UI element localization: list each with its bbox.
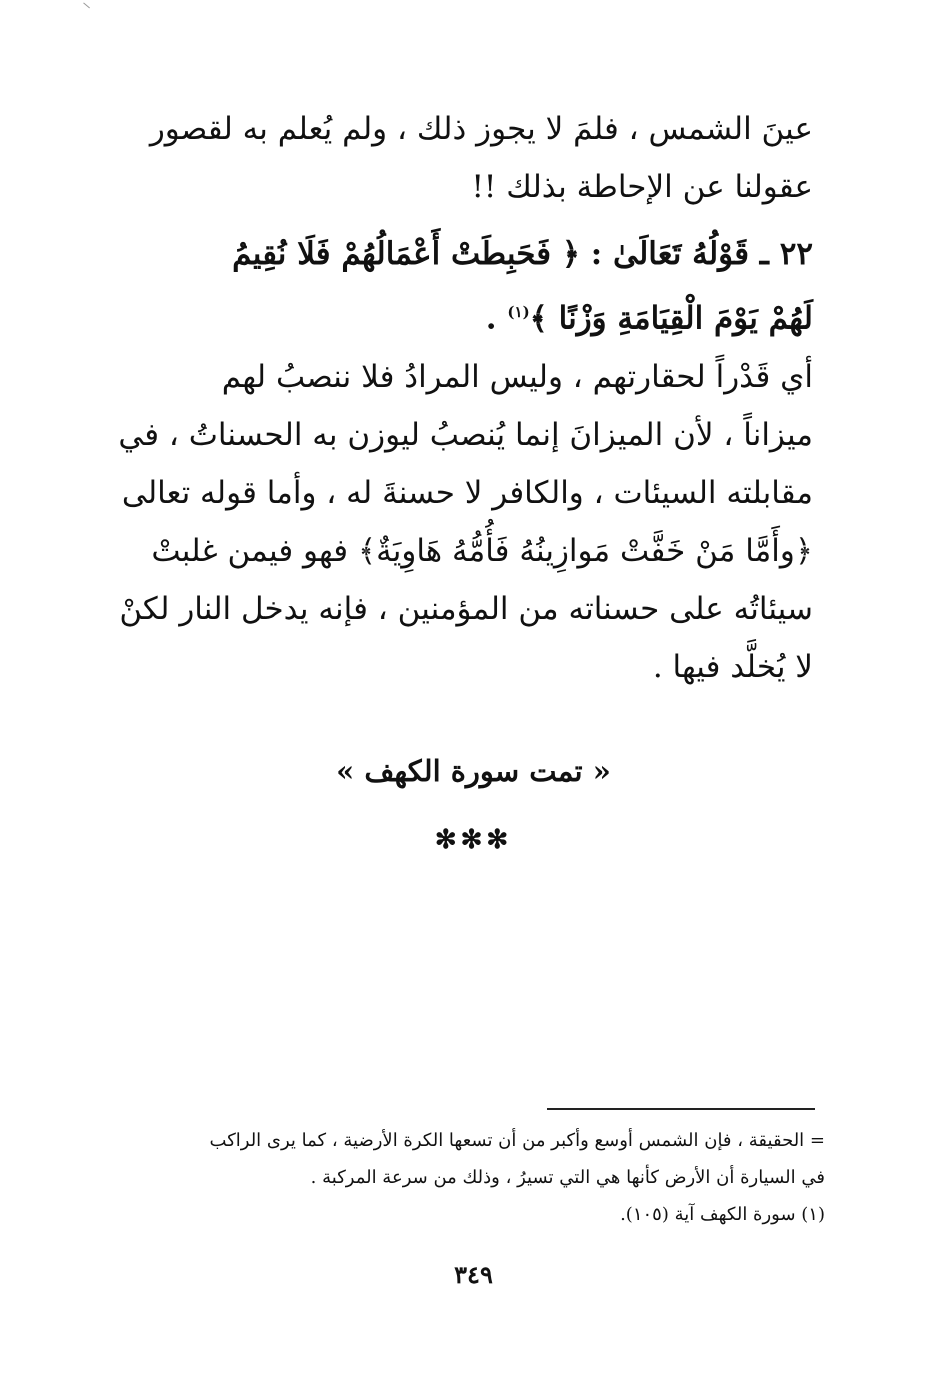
- footnote-reference: (١): [507, 303, 530, 321]
- footnotes: [160, 1122, 825, 1233]
- text-line: ﴿وأَمَّا مَنْ خَفَّتْ مَوازِينُهُ فَأُمُّهُ هَاوِيَةٌ﴾ فهو فيمن غلبتْ: [151, 533, 813, 569]
- commentary-paragraph: [118, 348, 813, 696]
- sura-end-heading: « تمت سورة الكهف »: [336, 754, 611, 788]
- footnote-separator: [547, 1108, 815, 1110]
- verse-block: [160, 225, 813, 347]
- text-line: سيئاتُه على حسناته من المؤمنين ، فإنه يدخل النار لكنْ: [119, 591, 813, 627]
- verse-end-mark: .: [485, 300, 497, 337]
- verse-number: ٢٢: [779, 236, 813, 272]
- text-line: مقابلته السيئات ، والكافر لا حسنةَ له ، وأما قوله تعالى: [121, 475, 813, 511]
- footnote-1: (١) سورة الكهف آية (١٠٥).: [620, 1204, 825, 1225]
- text-line: لا يُخلَّد فيها .: [652, 649, 813, 685]
- footnote-line: = الحقيقة ، فإن الشمس أوسع وأكبر من أن تسعها الكرة الأرضية ، كما يرى الراكب: [209, 1130, 825, 1151]
- verse-line-2: [160, 283, 813, 347]
- text-line: عينَ الشمس ، فلمَ لا يجوز ذلك ، ولم يُعلم به لقصور: [149, 111, 813, 147]
- corner-mark: [78, 2, 90, 14]
- verse-text-2: لَهُمْ يَوْمَ الْقِيَامَةِ وَزْنًا ﴾: [529, 300, 813, 337]
- paragraph-continuation: [149, 100, 813, 216]
- text-line: عقولنا عن الإحاطة بذلك !!: [471, 169, 813, 205]
- text-line: ميزاناً ، لأن الميزانَ إنما يُنصبُ ليوزن به الحسناتُ ، في: [118, 417, 813, 453]
- footnote-line: في السيارة أن الأرض كأنها هي التي تسيرُ ، وذلك من سرعة المركبة .: [310, 1167, 825, 1188]
- text-line: أي قَدْراً لحقارتهم ، وليس المرادُ فلا ننصبُ لهم: [221, 359, 813, 395]
- page-number: ٣٤٩: [454, 1260, 493, 1289]
- verse-line-1: [160, 225, 813, 283]
- verse-text-1: ـ قَوْلُهُ تَعَالَىٰ : ﴿ فَحَبِطَتْ أَعْمَالُهُمْ فَلَا نُقِيمُ: [232, 236, 769, 272]
- section-divider-stars: ✻✻✻: [434, 825, 513, 855]
